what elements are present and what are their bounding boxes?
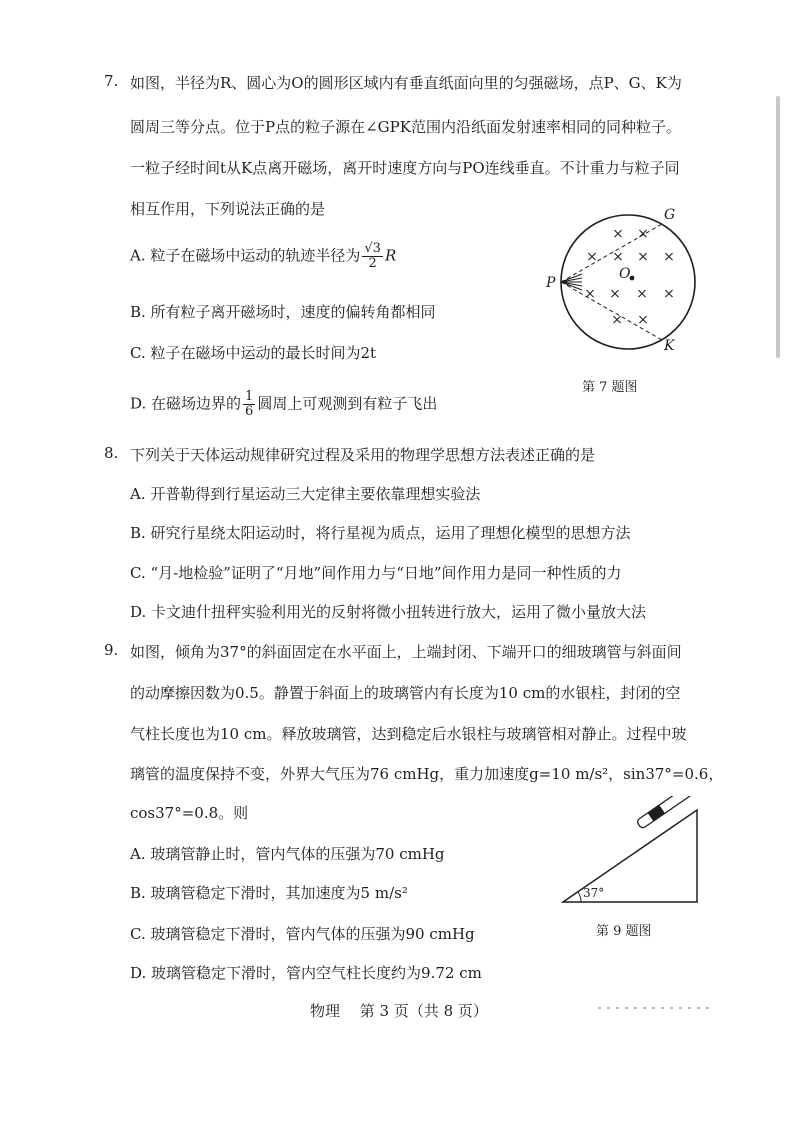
- q8-option-b: B. 研究行星绕太阳运动时，将行星视为质点，运用了理想化模型的思想方法: [130, 524, 631, 542]
- field-symbol: ×: [612, 249, 624, 265]
- q9-figure: [555, 796, 705, 908]
- q7-stem-line-4: 相互作用，下列说法正确的是: [130, 200, 326, 218]
- label-g: G: [664, 207, 676, 223]
- field-symbol: ×: [637, 249, 649, 265]
- q9-option-d: D. 玻璃管稳定下滑时，管内空气柱长度约为9.72 cm: [130, 964, 482, 982]
- q7-option-a-numerator: √3: [364, 241, 381, 256]
- q7-option-c: C. 粒子在磁场中运动的最长时间为2t: [130, 344, 377, 362]
- angle-arc: [578, 892, 581, 902]
- angle-label: 37°: [583, 886, 605, 900]
- q7-option-a-fraction: [362, 242, 383, 271]
- q7-option-a-denominator: 2: [368, 256, 377, 271]
- q9-figure-caption: 第 9 题图: [596, 924, 652, 939]
- field-symbol: ×: [586, 249, 598, 265]
- q7-number: 7.: [104, 72, 119, 90]
- field-symbol: ×: [611, 312, 623, 328]
- q7-stem-line-2: 圆周三等分点。位于P点的粒子源在∠GPK范围内沿纸面发射速率相同的同种粒子。: [130, 118, 681, 136]
- q7-option-d-fraction: [243, 390, 255, 419]
- field-symbol: ×: [637, 312, 649, 328]
- q9-stem-line-2: 的动摩擦因数为0.5。静置于斜面上的玻璃管内有长度为10 cm的水银柱，封闭的空: [130, 684, 681, 702]
- tube-body: [636, 796, 693, 829]
- q7-option-d-text: D. 在磁场边界的: [130, 394, 242, 413]
- particle-ray: [561, 282, 582, 290]
- label-p: P: [546, 275, 556, 291]
- q7-option-b: B. 所有粒子离开磁场时，速度的偏转角都相同: [130, 303, 436, 321]
- field-symbol: ×: [612, 226, 624, 242]
- q7-figure: [540, 200, 720, 400]
- field-symbol: ×: [636, 286, 648, 302]
- label-k: K: [664, 338, 675, 354]
- q7-stem-line-1: 如图，半径为R、圆心为O的圆形区域内有垂直纸面向里的匀强磁场，点P、G、K为: [130, 74, 682, 92]
- q8-number: 8.: [104, 444, 119, 462]
- q7-option-a: [130, 242, 396, 271]
- q9-stem-line-1: 如图，倾角为37°的斜面固定在水平面上，上端封闭、下端开口的细玻璃管与斜面间: [130, 643, 682, 661]
- faint-bleed-marks: [598, 1007, 710, 1009]
- q8-option-c: C. “月-地检验”证明了“月地”间作用力与“日地”间作用力是同一种性质的力: [130, 564, 622, 582]
- glass-tube: [636, 796, 693, 829]
- label-o: O: [619, 266, 631, 282]
- q7-option-d: [130, 390, 437, 419]
- field-symbol: ×: [584, 286, 596, 302]
- field-symbol: ×: [663, 286, 675, 302]
- q9-number: 9.: [104, 641, 119, 659]
- q7-stem-line-3: 一粒子经时间t从K点离开磁场，离开时速度方向与PO连线垂直。不计重力与粒子同: [130, 159, 680, 177]
- q8-stem: 下列关于天体运动规律研究过程及采用的物理学思想方法表述正确的是: [130, 446, 596, 464]
- field-symbol: ×: [609, 286, 621, 302]
- q8-option-d: D. 卡文迪什扭秤实验利用光的反射将微小扭转进行放大，运用了微小量放大法: [130, 603, 647, 621]
- vertical-scrollbar[interactable]: [776, 96, 780, 358]
- q7-option-a-suffix: R: [384, 246, 397, 265]
- q9-stem-line-3: 气柱长度也为10 cm。释放玻璃管，达到稳定后水银柱与玻璃管相对静止。过程中玻: [130, 725, 687, 743]
- q7-option-d-denominator: 6: [245, 404, 254, 419]
- q7-option-d-numerator: 1: [245, 389, 254, 404]
- q7-option-d-suffix: 圆周上可观测到有粒子飞出: [257, 394, 438, 413]
- q9-stem-line-5: cos37°=0.8。则: [130, 804, 249, 822]
- q9-option-b: B. 玻璃管稳定下滑时，其加速度为5 m/s²: [130, 884, 408, 902]
- page-footer: 物理 第 3 页（共 8 页）: [310, 1002, 488, 1020]
- q9-stem-line-4: 璃管的温度保持不变，外界大气压为76 cmHg，重力加速度g=10 m/s²，sin37°=0.6，: [130, 765, 724, 783]
- q9-option-c: C. 玻璃管稳定下滑时，管内气体的压强为90 cmHg: [130, 925, 475, 943]
- particle-ray: [561, 274, 582, 282]
- field-symbol: ×: [637, 226, 649, 242]
- q8-option-a: A. 开普勒得到行星运动三大定律主要依靠理想实验法: [130, 485, 481, 503]
- q7-option-a-text: A. 粒子在磁场中运动的轨迹半径为: [130, 246, 361, 265]
- q7-figure-caption: 第 7 题图: [582, 380, 638, 395]
- field-symbol: ×: [663, 249, 675, 265]
- q9-option-a: A. 玻璃管静止时，管内气体的压强为70 cmHg: [130, 845, 445, 863]
